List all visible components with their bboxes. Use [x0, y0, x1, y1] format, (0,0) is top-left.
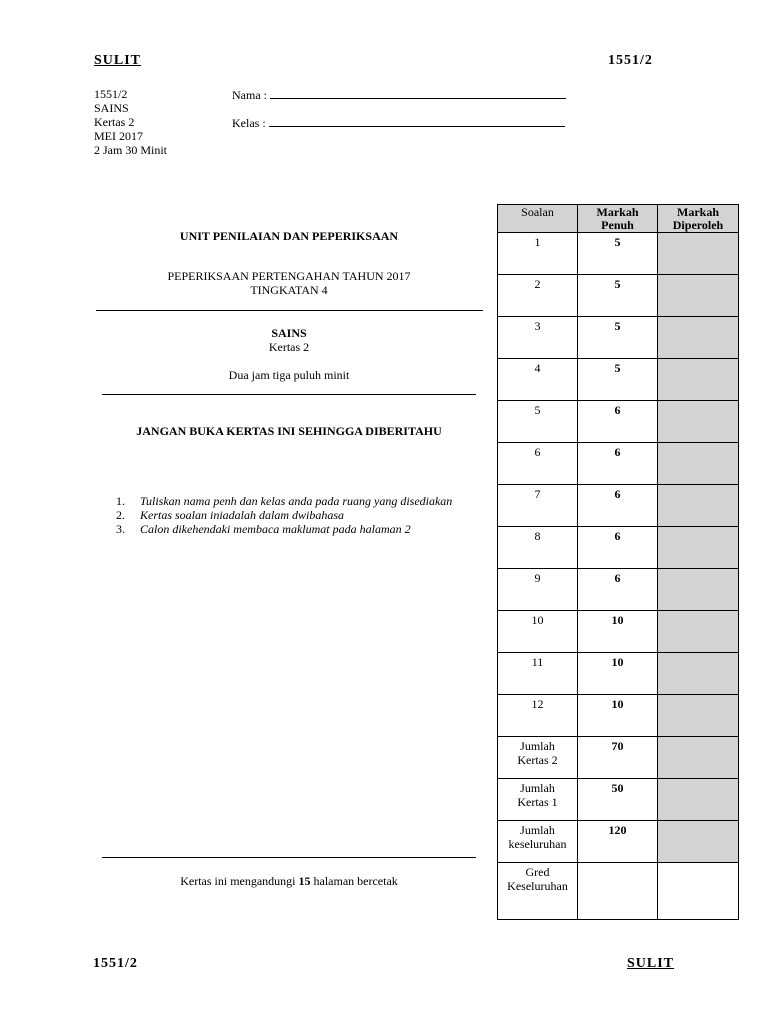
table-row: [498, 611, 739, 653]
obtained-marks-cell[interactable]: [658, 359, 739, 401]
header-markah-diperoleh: Markah Diperoleh: [658, 205, 739, 233]
table-row: [498, 359, 739, 401]
info-block: [94, 87, 167, 157]
full-marks-cell: 5: [578, 233, 658, 275]
full-marks-cell: 5: [578, 275, 658, 317]
divider-3: [102, 857, 476, 858]
obtained-marks-cell[interactable]: [658, 485, 739, 527]
full-marks-cell: 6: [578, 569, 658, 611]
question-cell: 3: [498, 317, 578, 359]
table-row: [498, 401, 739, 443]
paper-title: Kertas 2: [268, 340, 310, 354]
divider-2: [102, 394, 476, 395]
question-cell: 1: [498, 233, 578, 275]
page-count-suffix: halaman bercetak: [310, 874, 398, 888]
info-code: 1551/2: [94, 87, 128, 101]
full-marks-cell: 6: [578, 527, 658, 569]
question-cell: Jumlah Kertas 1: [498, 779, 578, 821]
instruction-item: [116, 522, 486, 536]
page-count-prefix: Kertas ini mengandungi: [180, 874, 299, 888]
instruction-item: [116, 494, 486, 508]
question-cell: 12: [498, 695, 578, 737]
question-cell: 11: [498, 653, 578, 695]
table-row: [498, 443, 739, 485]
duration-text: Dua jam tiga puluh minit: [228, 368, 350, 382]
full-marks-cell: 6: [578, 443, 658, 485]
full-marks-cell: 5: [578, 317, 658, 359]
obtained-marks-cell[interactable]: [658, 275, 739, 317]
marks-table: [497, 204, 739, 920]
instruction-list: [116, 494, 486, 536]
unit-title: UNIT PENILAIAN DAN PEPERIKSAAN: [179, 229, 399, 243]
table-row: [498, 317, 739, 359]
divider-1: [96, 310, 483, 311]
full-marks-cell: 70: [578, 737, 658, 779]
full-marks-cell: 10: [578, 695, 658, 737]
marks-table-body: [498, 233, 739, 920]
instruction-number: 1.: [116, 494, 125, 508]
obtained-marks-cell[interactable]: [658, 401, 739, 443]
obtained-marks-cell[interactable]: [658, 527, 739, 569]
obtained-marks-cell[interactable]: [658, 863, 739, 920]
question-cell: Jumlah Kertas 2: [498, 737, 578, 779]
table-row: [498, 485, 739, 527]
page-count-number: 15: [298, 874, 311, 888]
table-row: [498, 569, 739, 611]
obtained-marks-cell[interactable]: [658, 737, 739, 779]
class-field[interactable]: [232, 115, 565, 130]
full-marks-cell: 50: [578, 779, 658, 821]
name-field[interactable]: [232, 87, 566, 102]
instruction-number: 2.: [116, 508, 125, 522]
obtained-marks-cell[interactable]: [658, 443, 739, 485]
form-title: TINGKATAN 4: [250, 283, 328, 297]
full-marks-cell: 120: [578, 821, 658, 863]
question-cell: 9: [498, 569, 578, 611]
full-marks-cell: 6: [578, 485, 658, 527]
obtained-marks-cell[interactable]: [658, 779, 739, 821]
instruction-text: Tuliskan nama penh dan kelas anda pada ruang yang disediakan: [140, 494, 453, 508]
obtained-marks-cell[interactable]: [658, 233, 739, 275]
table-row: [498, 737, 739, 779]
class-input-line[interactable]: [269, 115, 565, 127]
obtained-marks-cell[interactable]: [658, 611, 739, 653]
full-marks-cell: 10: [578, 611, 658, 653]
warning-text: JANGAN BUKA KERTAS INI SEHINGGA DIBERITAHU: [136, 424, 442, 438]
info-subject: SAINS: [94, 101, 129, 115]
exam-title: PEPERIKSAAN PERTENGAHAN TAHUN 2017: [167, 269, 411, 283]
header-sulit: SULIT: [94, 53, 142, 68]
table-row: [498, 233, 739, 275]
table-row: [498, 653, 739, 695]
table-row: [498, 527, 739, 569]
footer-code: 1551/2: [93, 956, 138, 971]
info-date: MEI 2017: [94, 129, 143, 143]
obtained-marks-cell[interactable]: [658, 317, 739, 359]
question-cell: Jumlah keseluruhan: [498, 821, 578, 863]
question-cell: 2: [498, 275, 578, 317]
subject-title: SAINS: [271, 326, 307, 340]
question-cell: 5: [498, 401, 578, 443]
table-row: [498, 695, 739, 737]
header-soalan: Soalan: [498, 205, 578, 233]
info-paper: Kertas 2: [94, 115, 135, 129]
obtained-marks-cell[interactable]: [658, 695, 739, 737]
instruction-text: Calon dikehendaki membaca maklumat pada halaman 2: [140, 522, 411, 536]
question-cell: 10: [498, 611, 578, 653]
instruction-item: [116, 508, 486, 522]
obtained-marks-cell[interactable]: [658, 569, 739, 611]
name-label: Nama :: [232, 88, 267, 102]
question-cell: 7: [498, 485, 578, 527]
class-label: Kelas :: [232, 116, 266, 130]
question-cell: Gred Keseluruhan: [498, 863, 578, 920]
name-input-line[interactable]: [270, 87, 566, 99]
question-cell: 4: [498, 359, 578, 401]
table-row: [498, 275, 739, 317]
obtained-marks-cell[interactable]: [658, 653, 739, 695]
instruction-text: Kertas soalan iniadalah dalam dwibahasa: [140, 508, 345, 522]
header-markah-penuh: Markah Penuh: [578, 205, 658, 233]
table-row: [498, 821, 739, 863]
full-marks-cell: [578, 863, 658, 920]
question-cell: 8: [498, 527, 578, 569]
footer-sulit: SULIT: [627, 956, 675, 971]
full-marks-cell: 6: [578, 401, 658, 443]
table-row: [498, 779, 739, 821]
page-count-note: [96, 874, 482, 888]
header-code: 1551/2: [608, 53, 653, 68]
full-marks-cell: 5: [578, 359, 658, 401]
table-row: [498, 863, 739, 920]
info-duration: 2 Jam 30 Minit: [94, 143, 168, 157]
obtained-marks-cell[interactable]: [658, 821, 739, 863]
question-cell: 6: [498, 443, 578, 485]
instruction-number: 3.: [116, 522, 125, 536]
full-marks-cell: 10: [578, 653, 658, 695]
